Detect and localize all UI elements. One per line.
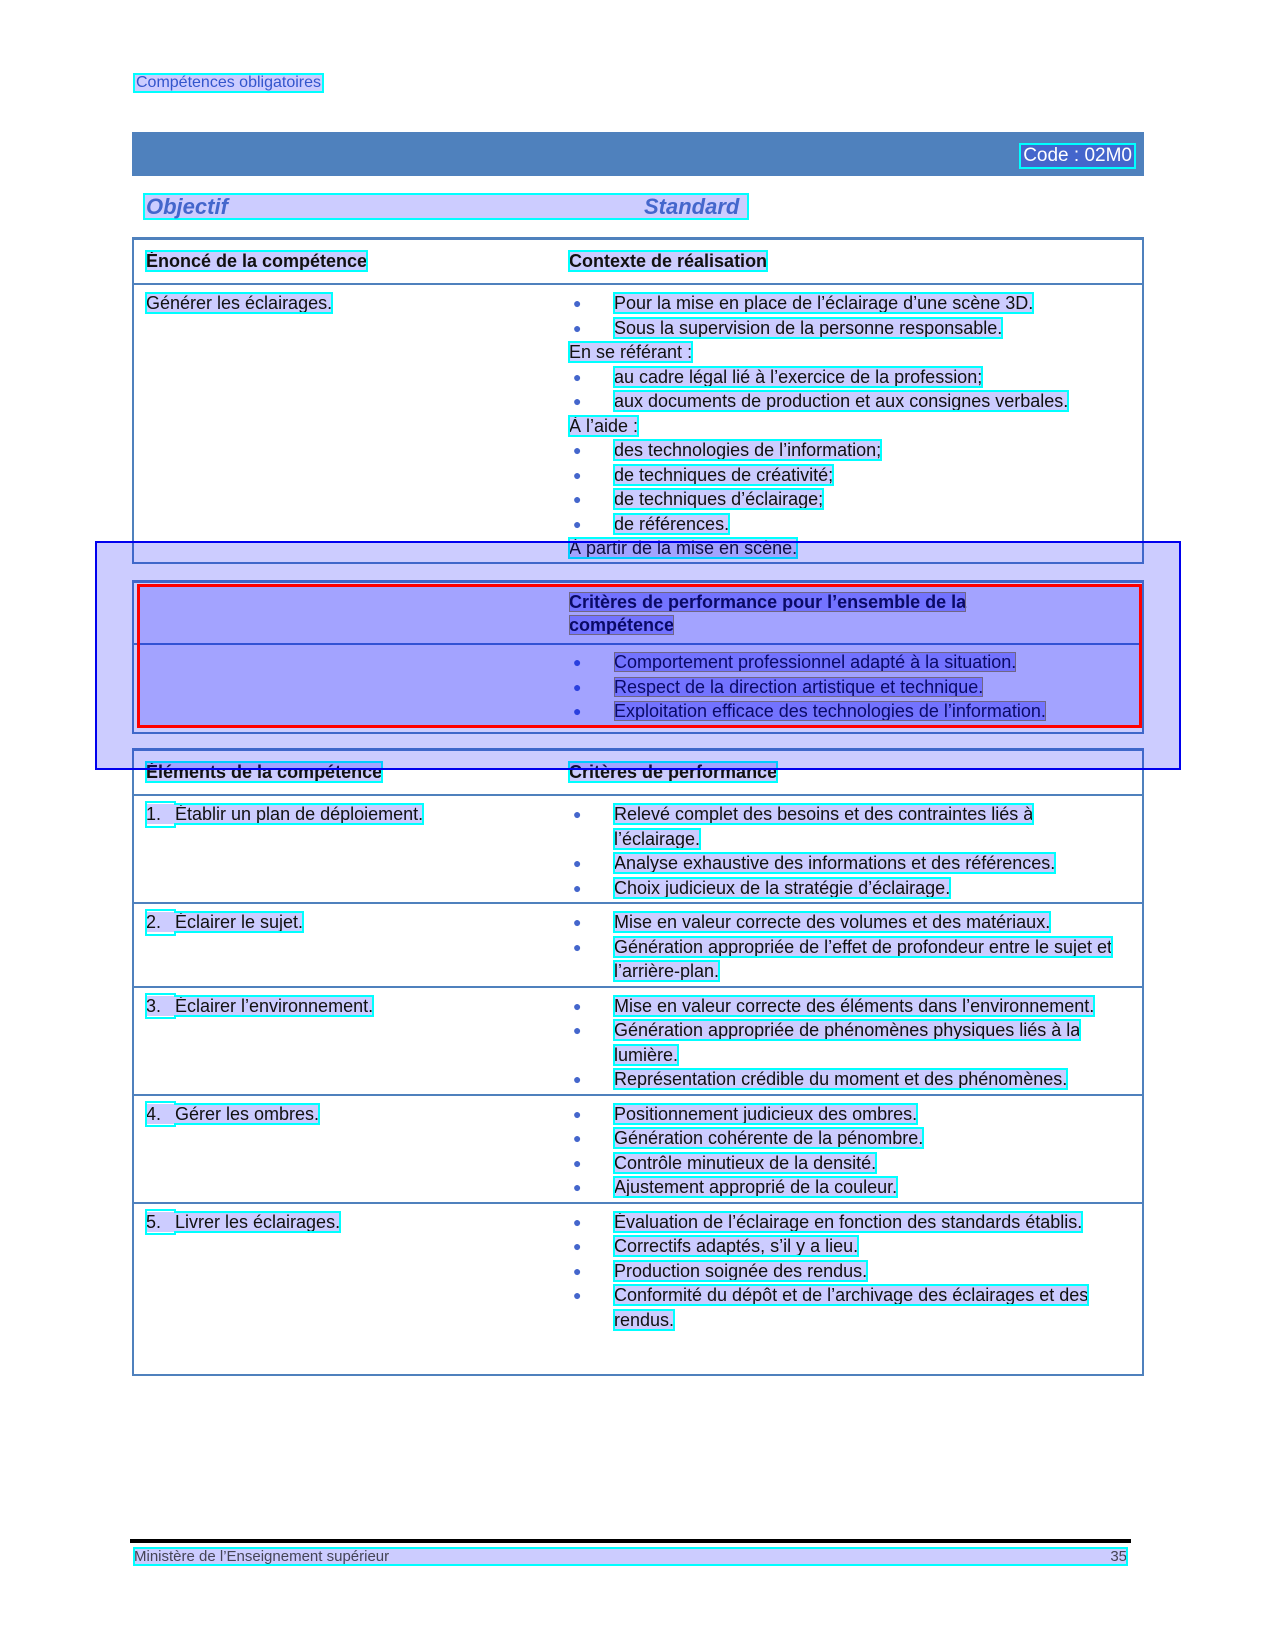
item-label: Pour la mise en place de l’éclairage d’une scène 3D. bbox=[614, 293, 1034, 313]
element-label bbox=[146, 1104, 319, 1124]
element-text: Éclairer le sujet. bbox=[175, 912, 304, 932]
item-text bbox=[614, 1234, 1114, 1259]
context-table bbox=[132, 237, 1144, 564]
item-label: des technologies de l’information; bbox=[614, 440, 882, 460]
item-text bbox=[614, 994, 1114, 1019]
item-text bbox=[569, 536, 1114, 561]
item-text bbox=[614, 910, 1114, 935]
element-text: Établir un plan de déploiement. bbox=[175, 804, 424, 824]
list-item bbox=[569, 650, 1142, 675]
list-item bbox=[569, 1234, 1142, 1259]
list-item bbox=[569, 1175, 1142, 1200]
element-line bbox=[146, 1210, 569, 1235]
element-line bbox=[146, 994, 569, 1019]
item-text bbox=[614, 1126, 1114, 1151]
item-text bbox=[614, 365, 1114, 390]
item-label: de références. bbox=[614, 513, 730, 534]
item-text bbox=[614, 935, 1114, 984]
bullet-icon: ● bbox=[573, 319, 582, 336]
header-context: Contexte de réalisation bbox=[569, 251, 768, 271]
list-item bbox=[569, 389, 1142, 414]
bullet-icon: ● bbox=[573, 997, 582, 1014]
table-row bbox=[134, 283, 1142, 563]
list-item bbox=[569, 316, 1142, 341]
list-item bbox=[569, 414, 1142, 439]
item-label: Évaluation de l’éclairage en fonction des standards établis. bbox=[614, 1211, 1083, 1232]
item-text bbox=[614, 1018, 1114, 1067]
item-text bbox=[614, 1259, 1114, 1284]
table-row bbox=[134, 794, 1142, 902]
bullet-icon: ● bbox=[573, 368, 582, 385]
item-text bbox=[614, 1283, 1114, 1332]
bullet-icon: ● bbox=[573, 1179, 582, 1195]
item-label: Mise en valeur correcte des volumes et des matériaux. bbox=[614, 912, 1051, 932]
table-row bbox=[134, 1202, 1142, 1335]
overall-criteria-header: Critères de performance pour l’ensemble de la compétence bbox=[569, 592, 967, 635]
element-line bbox=[146, 910, 569, 935]
table-row bbox=[134, 986, 1142, 1094]
element-cell bbox=[134, 910, 569, 984]
criteria-list bbox=[569, 1102, 1142, 1200]
header-elements: Éléments de la compétence bbox=[146, 762, 383, 782]
bullet-icon: ● bbox=[573, 1262, 582, 1279]
footer-divider bbox=[130, 1539, 1131, 1543]
bullet-icon: ● bbox=[573, 442, 582, 458]
list-item bbox=[569, 463, 1142, 488]
item-label: de techniques d’éclairage; bbox=[614, 489, 824, 509]
item-label: Positionnement judicieux des ombres. bbox=[614, 1103, 918, 1124]
list-item bbox=[569, 1259, 1142, 1284]
section-label: Compétences obligatoires bbox=[136, 74, 321, 91]
element-number: 1. bbox=[146, 804, 162, 824]
list-item bbox=[569, 1151, 1142, 1176]
item-label: À l’aide : bbox=[569, 415, 639, 436]
header-statement: Énoncé de la compétence bbox=[146, 251, 368, 271]
element-label bbox=[146, 1212, 340, 1232]
criteria-list bbox=[569, 802, 1142, 900]
bullet-icon: ● bbox=[573, 1154, 582, 1171]
table-row bbox=[134, 902, 1142, 986]
bullet-icon: ● bbox=[573, 703, 582, 719]
list-item bbox=[569, 1283, 1142, 1332]
bullet-icon: ● bbox=[573, 1105, 582, 1122]
item-label: Relevé complet des besoins et des contraintes liés à l’éclairage. bbox=[614, 804, 1034, 849]
item-label: Génération appropriée de phénomènes physiques liés à la lumière. bbox=[614, 1020, 1081, 1065]
element-label bbox=[146, 996, 373, 1016]
table-header bbox=[134, 583, 1142, 643]
list-item bbox=[569, 675, 1142, 700]
header-bar bbox=[132, 132, 1144, 176]
element-line bbox=[146, 1102, 569, 1127]
competency-statement: Générer les éclairages. bbox=[146, 293, 333, 313]
item-text bbox=[614, 1175, 1114, 1200]
element-line bbox=[146, 802, 569, 827]
objective-standard-row bbox=[144, 194, 748, 219]
item-text bbox=[614, 1102, 1114, 1127]
item-text bbox=[614, 291, 1114, 316]
item-text bbox=[614, 463, 1114, 488]
element-text: Gérer les ombres. bbox=[175, 1103, 320, 1124]
item-text bbox=[614, 802, 1114, 851]
list-item bbox=[569, 994, 1142, 1019]
item-label: Choix judicieux de la stratégie d’éclairage. bbox=[614, 877, 951, 898]
element-label bbox=[146, 912, 303, 932]
bullet-icon: ● bbox=[573, 879, 582, 896]
element-text: Éclairer l’environnement. bbox=[175, 995, 374, 1016]
table-header bbox=[134, 751, 1142, 794]
item-text bbox=[614, 675, 1114, 700]
bullet-icon: ● bbox=[573, 1287, 582, 1303]
item-text bbox=[614, 699, 1114, 724]
bullet-icon: ● bbox=[573, 393, 582, 409]
item-label: de techniques de créativité; bbox=[614, 464, 834, 485]
context-list bbox=[569, 291, 1142, 561]
table-header bbox=[134, 240, 1142, 283]
footer bbox=[134, 1548, 1127, 1565]
bullet-icon: ● bbox=[573, 466, 582, 483]
item-text bbox=[614, 389, 1114, 414]
item-label: Production soignée des rendus. bbox=[614, 1260, 868, 1281]
item-text bbox=[614, 851, 1114, 876]
bullet-icon: ● bbox=[573, 1130, 582, 1146]
bullet-icon: ● bbox=[573, 938, 582, 955]
item-text bbox=[614, 1151, 1114, 1176]
element-number: 5. bbox=[146, 1211, 162, 1232]
item-label: Correctifs adaptés, s’il y a lieu. bbox=[614, 1236, 859, 1256]
element-text: Livrer les éclairages. bbox=[175, 1211, 341, 1232]
element-number: 3. bbox=[146, 995, 162, 1016]
bullet-icon: ● bbox=[573, 515, 582, 532]
item-label: au cadre légal lié à l’exercice de la profession; bbox=[614, 366, 983, 387]
list-item bbox=[569, 910, 1142, 935]
item-label: Conformité du dépôt et de l’archivage des éclairages et des rendus. bbox=[614, 1285, 1089, 1330]
item-text bbox=[569, 414, 1114, 439]
list-item bbox=[569, 536, 1142, 561]
item-label: En se référant : bbox=[569, 342, 693, 362]
bullet-icon: ● bbox=[573, 491, 582, 507]
item-label: Comportement professionnel adapté à la situation. bbox=[614, 652, 1017, 672]
list-item bbox=[569, 1102, 1142, 1127]
element-cell bbox=[134, 1210, 569, 1333]
item-label: Ajustement approprié de la couleur. bbox=[614, 1177, 898, 1197]
bullet-icon: ● bbox=[573, 654, 582, 670]
item-label: Génération appropriée de l’effet de profondeur entre le sujet et l’arrière-plan. bbox=[614, 936, 1113, 981]
item-text bbox=[614, 316, 1114, 341]
elements-table bbox=[132, 748, 1144, 1376]
bullet-icon: ● bbox=[573, 678, 582, 695]
list-item bbox=[569, 365, 1142, 390]
item-text bbox=[614, 1210, 1114, 1235]
list-item bbox=[569, 487, 1142, 512]
table-row bbox=[134, 643, 1142, 726]
list-item bbox=[569, 1210, 1142, 1235]
element-number: 4. bbox=[146, 1103, 162, 1124]
list-item bbox=[569, 802, 1142, 851]
list-item bbox=[569, 699, 1142, 724]
item-text bbox=[614, 1067, 1114, 1092]
list-item bbox=[569, 340, 1142, 365]
item-label: Génération cohérente de la pénombre. bbox=[614, 1128, 924, 1148]
criteria-list bbox=[569, 994, 1142, 1092]
overall-criteria-list bbox=[569, 650, 1142, 724]
item-label: Contrôle minutieux de la densité. bbox=[614, 1152, 877, 1173]
list-item bbox=[569, 851, 1142, 876]
bullet-icon: ● bbox=[573, 806, 582, 822]
element-cell bbox=[134, 1102, 569, 1200]
list-item bbox=[569, 438, 1142, 463]
item-label: Respect de la direction artistique et technique. bbox=[614, 676, 984, 697]
element-label bbox=[146, 804, 423, 824]
table-row bbox=[134, 1094, 1142, 1202]
footer-ministry: Ministère de l’Enseignement supérieur bbox=[134, 1548, 390, 1565]
objectif-label: Objectif bbox=[146, 194, 228, 219]
bullet-icon: ● bbox=[573, 1022, 582, 1038]
criteria-list bbox=[569, 1210, 1142, 1333]
item-text bbox=[614, 876, 1114, 901]
standard-label: Standard bbox=[644, 194, 740, 219]
list-item bbox=[569, 1126, 1142, 1151]
item-label: aux documents de production et aux consignes verbales. bbox=[614, 391, 1069, 411]
list-item bbox=[569, 291, 1142, 316]
item-label: Mise en valeur correcte des éléments dans l’environnement. bbox=[614, 995, 1095, 1016]
overall-criteria-table bbox=[132, 580, 1144, 734]
item-label: Représentation crédible du moment et des phénomènes. bbox=[614, 1069, 1068, 1089]
item-label: Analyse exhaustive des informations et des références. bbox=[614, 853, 1056, 873]
list-item bbox=[569, 1067, 1142, 1092]
competency-code: Code : 02M0 bbox=[1023, 145, 1132, 166]
bullet-icon: ● bbox=[573, 295, 582, 311]
page-number: 35 bbox=[1110, 1548, 1127, 1565]
item-text bbox=[569, 340, 1114, 365]
item-label: Exploitation efficace des technologies de l’information. bbox=[614, 701, 1046, 721]
bullet-icon: ● bbox=[573, 1213, 582, 1230]
bullet-icon: ● bbox=[573, 1071, 582, 1087]
list-item bbox=[569, 1018, 1142, 1067]
element-cell bbox=[134, 802, 569, 900]
bullet-icon: ● bbox=[573, 914, 582, 930]
list-item bbox=[569, 935, 1142, 984]
item-label: Sous la supervision de la personne responsable. bbox=[614, 317, 1003, 338]
item-text bbox=[614, 438, 1114, 463]
item-text bbox=[614, 512, 1114, 537]
list-item bbox=[569, 512, 1142, 537]
element-number: 2. bbox=[146, 912, 162, 932]
item-text bbox=[614, 650, 1114, 675]
list-item bbox=[569, 876, 1142, 901]
bullet-icon: ● bbox=[573, 855, 582, 871]
element-cell bbox=[134, 994, 569, 1092]
item-text bbox=[614, 487, 1114, 512]
header-criteria: Critères de performance bbox=[569, 762, 778, 782]
bullet-icon: ● bbox=[573, 1238, 582, 1254]
item-label: À partir de la mise en scène. bbox=[569, 538, 798, 558]
criteria-list bbox=[569, 910, 1142, 984]
